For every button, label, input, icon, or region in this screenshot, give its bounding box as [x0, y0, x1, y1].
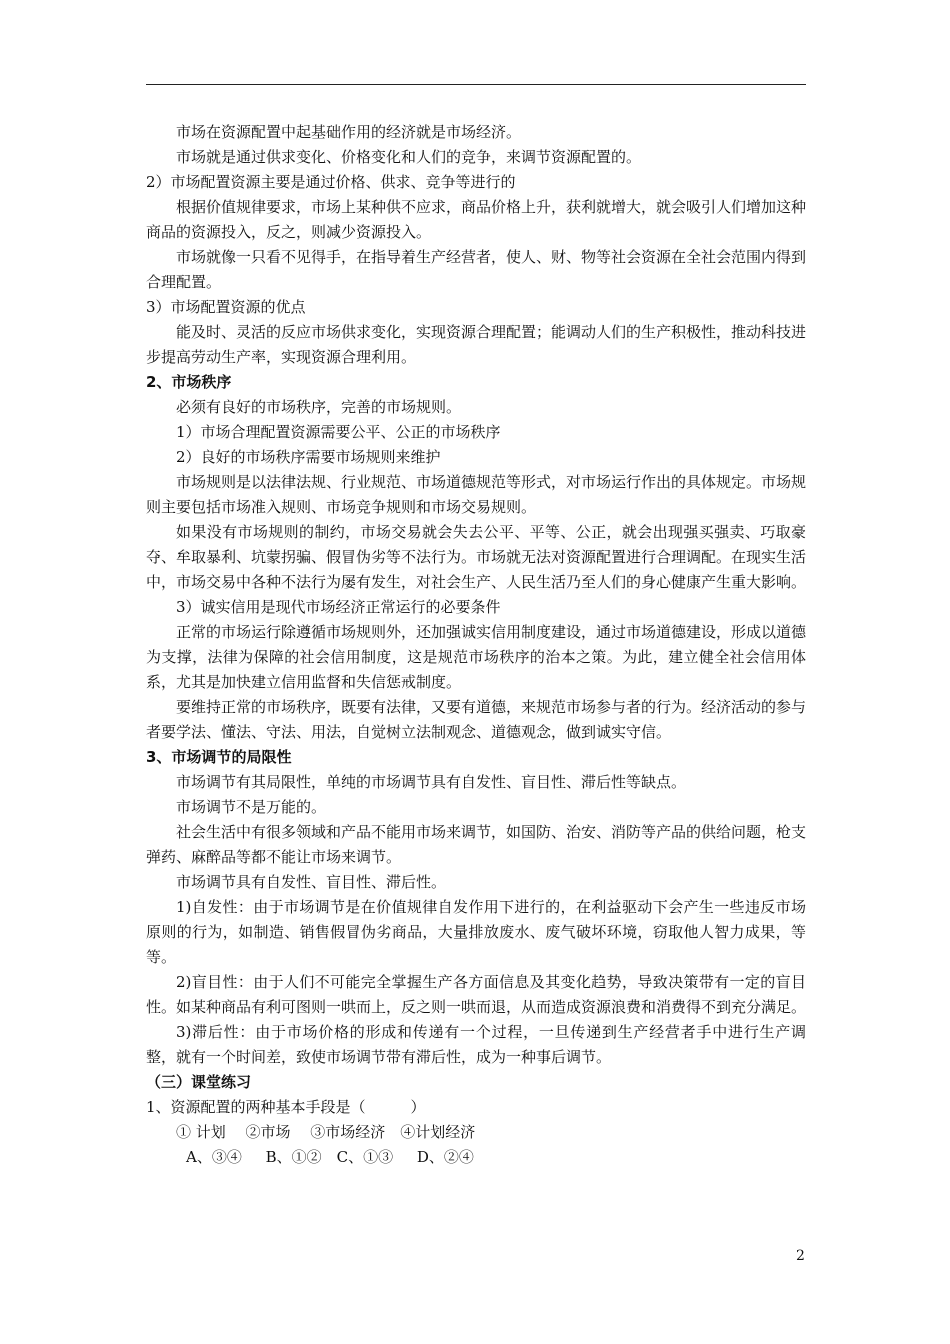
paragraph: 市场调节有其局限性，单纯的市场调节具有自发性、盲目性、滞后性等缺点。 — [176, 773, 687, 791]
section-heading: 3、市场调节的局限性 — [146, 748, 292, 766]
paragraph: 市场规则是以法律法规、行业规范、市场道德规范等形式，对市场运行作出的具体规定。市场规则主要包括市场准入规则、市场竞争规则和市场交易规则。 — [146, 473, 807, 516]
paragraph: 市场就是通过供求变化、价格变化和人们的竞争，来调节资源配置的。 — [176, 148, 642, 166]
paragraph: 3）诚实信用是现代市场经济正常运行的必要条件 — [176, 598, 501, 616]
section-heading: （三）课堂练习 — [146, 1073, 252, 1091]
paragraph: 能及时、灵活的反应市场供求变化，实现资源合理配置；能调动人们的生产积极性，推动科技进步提高劳动生产率，实现资源合理利用。 — [146, 323, 807, 366]
subheading: 2）市场配置资源主要是通过价格、供求、竞争等进行的 — [146, 173, 516, 191]
page-number: 2 — [796, 1248, 805, 1264]
paragraph: 市场在资源配置中起基础作用的经济就是市场经济。 — [176, 123, 522, 141]
document-body — [146, 120, 806, 1170]
paragraph: 市场就像一只看不见得手，在指导着生产经营者，使人、财、物等社会资源在全社会范围内得到合理配置。 — [146, 248, 807, 291]
paragraph: 2)盲目性：由于人们不可能完全掌握生产各方面信息及其变化趋势，导致决策带有一定的盲目性。如某种商品有利可图则一哄而上，反之则一哄而退，从而造成资源浪费和消费得不到充分满足。 — [146, 973, 807, 1016]
paragraph: 社会生活中有很多领域和产品不能用市场来调节，如国防、治安、消防等产品的供给问题，枪支弹药、麻醉品等都不能让市场来调节。 — [146, 823, 807, 866]
paragraph: 3)滞后性：由于市场价格的形成和传递有一个过程，一旦传递到生产经营者手中进行生产调整，就有一个时间差，致使市场调节带有滞后性，成为一种事后调节。 — [146, 1023, 806, 1066]
section-heading: 2、市场秩序 — [146, 373, 232, 391]
header-rule — [146, 84, 806, 85]
paragraph: 2）良好的市场秩序需要市场规则来维护 — [176, 448, 441, 466]
paragraph: 市场调节不是万能的。 — [176, 798, 327, 816]
subheading: 3）市场配置资源的优点 — [146, 298, 306, 316]
paragraph: 必须有良好的市场秩序，完善的市场规则。 — [176, 398, 462, 416]
answer-choices: A、③④ B、①② C、①③ D、②④ — [186, 1148, 474, 1166]
question-options: ① 计划 ②市场 ③市场经济 ④计划经济 — [176, 1123, 476, 1141]
question: 1、资源配置的两种基本手段是（ ） — [146, 1098, 426, 1116]
paragraph: 正常的市场运行除遵循市场规则外，还加强诚实信用制度建设，通过市场道德建设，形成以道德为支撑，法律为保障的社会信用制度，这是规范市场秩序的治本之策。为此，建立健全社会信用体系，尤其是加快建立信用监督和失信惩戒制度。 — [146, 623, 807, 691]
paragraph: 根据价值规律要求，市场上某种供不应求，商品价格上升，获利就增大，就会吸引人们增加这种商品的资源投入，反之，则减少资源投入。 — [146, 198, 807, 241]
paragraph: 如果没有市场规则的制约，市场交易就会失去公平、平等、公正，就会出现强买强卖、巧取豪夺、牟取暴利、坑蒙拐骗、假冒伪劣等不法行为。市场就无法对资源配置进行合理调配。在现实生活中，市场交易中各种不法行为屡有发生，对社会生产、人民生活乃至人们的身心健康产生重大影响。 — [146, 523, 807, 591]
paragraph: 市场调节具有自发性、盲目性、滞后性。 — [176, 873, 447, 891]
paragraph: 要维持正常的市场秩序，既要有法律，又要有道德，来规范市场参与者的行为。经济活动的参与者要学法、懂法、守法、用法，自觉树立法制观念、道德观念，做到诚实守信。 — [146, 698, 807, 741]
paragraph: 1)自发性：由于市场调节是在价值规律自发作用下进行的，在利益驱动下会产生一些违反市场原则的行为，如制造、销售假冒伪劣商品，大量排放废水、废气破坏环境，窃取他人智力成果，等等。 — [146, 898, 806, 966]
paragraph: 1）市场合理配置资源需要公平、公正的市场秩序 — [176, 423, 501, 441]
